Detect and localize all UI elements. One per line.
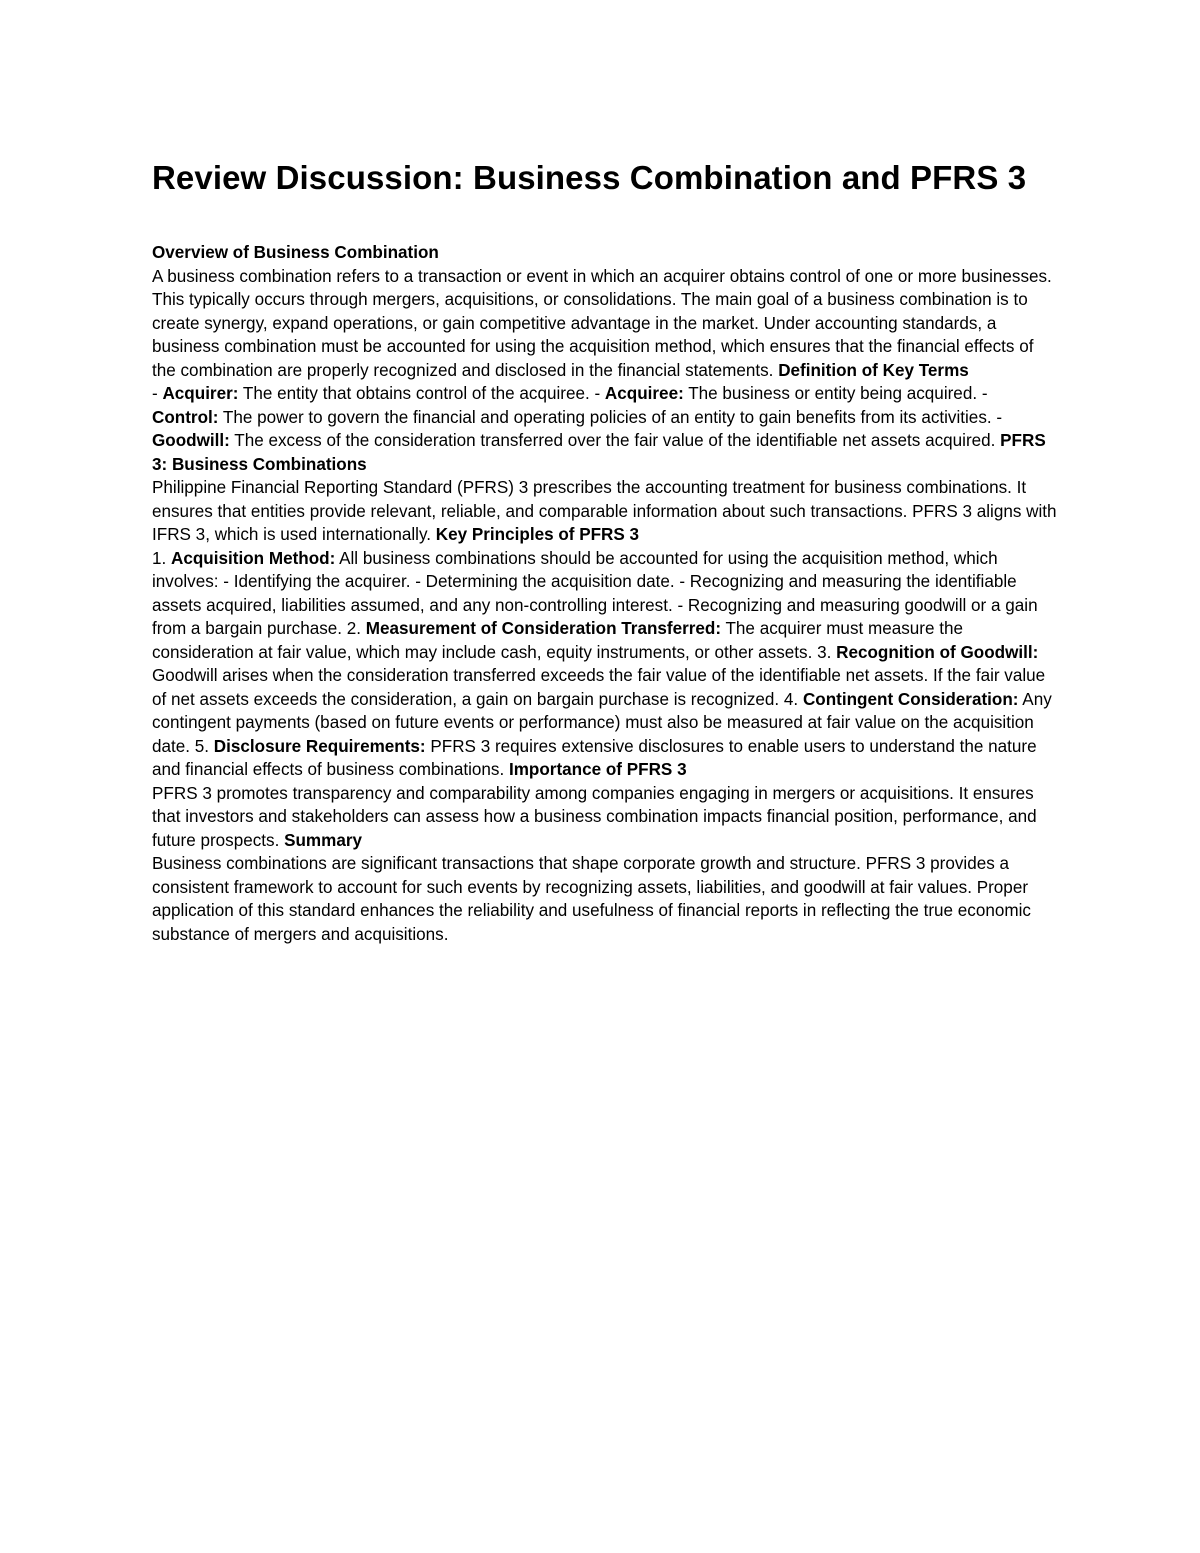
definition-prefix: -	[152, 384, 163, 403]
principle-contingent-term: Contingent Consideration:	[802, 689, 1019, 709]
document-title: Review Discussion: Business Combination and PFRS 3	[152, 159, 1027, 196]
document-body	[152, 241, 1057, 946]
term-goodwill: Goodwill:	[152, 431, 230, 450]
term-acquiree: Acquiree:	[604, 384, 684, 403]
importance-text: PFRS 3 promotes transparency and comparability among companies engaging in mergers or acquisitions. It ensures that investors and stakeholders can assess how a business combination impacts financial position, performance, and future prospects.	[152, 783, 1037, 850]
importance-heading: Importance of PFRS 3	[508, 760, 687, 779]
overview-text: A business combination refers to a transaction or event in which an acquirer obtains control of one or more businesses. This typically occurs through mergers, acquisitions, or consolidations. The main goal of a business combination is to create synergy, expand operations, or gain competitive advantage in the market. Under accounting standards, a business combination must be accounted for using the acquisition method, which ensures that the financial effects of the combination are properly recognized and disclosed in the financial statements.	[152, 266, 1052, 380]
definition-acquirer: The entity that obtains control of the acquiree. -	[238, 384, 605, 403]
pfrs3-text: Philippine Financial Reporting Standard (PFRS) 3 prescribes the accounting treatment for business combinations. It ensures that entities provide relevant, reliable, and comparable information about such transactions. PFRS 3 aligns with IFRS 3, which is used internationally.	[152, 478, 1057, 544]
summary-heading: Summary	[284, 830, 362, 850]
term-acquirer: Acquirer:	[162, 384, 239, 403]
principle-acquisition-method-text: All business combinations should be accounted for using the acquisition method, which involves: - Identifying the acquirer. - Determining the acquisition date. - Recognizing and measuring the identifiable assets acquired, liabilities assumed, and any non-controlling interest. - Recognizing and measuring goodwill or a gain from a bargain purchase. 2.	[152, 548, 1038, 638]
overview-heading: Overview of Business Combination	[152, 243, 439, 262]
document-page	[152, 155, 1057, 946]
principle-disclosure-term: Disclosure Requirements:	[213, 736, 426, 756]
principle-measurement-term: Measurement of Consideration Transferred:	[365, 619, 722, 638]
definitions-heading: Definition of Key Terms	[778, 360, 969, 380]
principle-disclosure-text: PFRS 3 requires extensive disclosures to enable users to understand the nature and financial effects of business combinations.	[152, 736, 1037, 779]
principle-acquisition-method-term: Acquisition Method:	[171, 548, 336, 568]
principles-heading: Key Principles of PFRS 3	[435, 525, 640, 544]
definition-control: The power to govern the financial and operating policies of an entity to gain benefits from its activities. -	[218, 407, 1003, 427]
principle-goodwill-text: Goodwill arises when the consideration transferred exceeds the fair value of the identifiable net assets. If the fair value of net assets exceeds the consideration, a gain on bargain purchase is recognized. 4.	[152, 666, 1046, 709]
principle-number: 1.	[152, 548, 172, 568]
definition-acquiree: The business or entity being acquired. -	[683, 384, 988, 403]
principle-contingent-text: Any contingent payments (based on future events or performance) must also be measured at fair value on the acquisition date. 5.	[152, 689, 1052, 756]
definition-goodwill: The excess of the consideration transferred over the fair value of the identifiable net assets acquired.	[229, 431, 996, 450]
summary-text: Business combinations are significant transactions that shape corporate growth and structure. PFRS 3 provides a consistent framework to account for such events by recognizing assets, liabilities, and goodwill at fair values. Proper application of this standard enhances the reliability and usefulness of financial reports in reflecting the true economic substance of mergers and acquisitions.	[152, 854, 1031, 944]
principle-goodwill-term: Recognition of Goodwill:	[836, 642, 1039, 662]
pfrs3-heading: PFRS 3: Business Combinations	[152, 431, 1046, 474]
principle-measurement-text: The acquirer must measure the consideration at fair value, which may include cash, equity instruments, or other assets. 3.	[152, 619, 964, 662]
term-control: Control:	[152, 407, 219, 427]
